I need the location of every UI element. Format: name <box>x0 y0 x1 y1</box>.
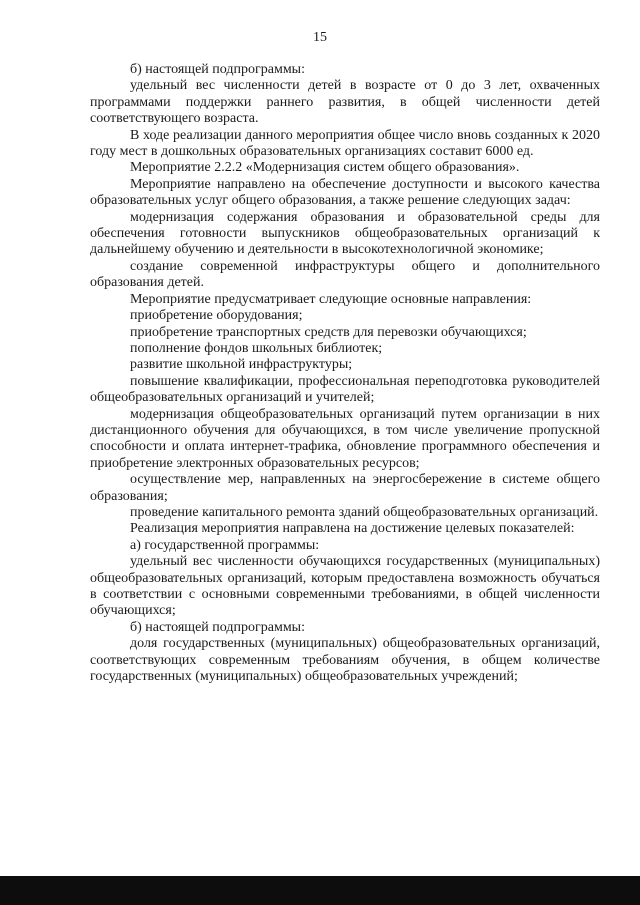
scan-bottom-edge <box>0 876 640 905</box>
list-item: приобретение оборудования; <box>130 308 303 324</box>
paragraph: удельный вес численности детей в возрасте от 0 до 3 лет, охваченных программами поддержки раннего развития, в общей численности детей соответствующего возраста. <box>90 78 600 127</box>
list-item: модернизация содержания образования и образовательной среды для обеспечения готовности выпускников общеобразовательных организаций к дальнейшему обучению и деятельности в высокотехнологичной экономике; <box>90 209 600 258</box>
list-item: развитие школьной инфраструктуры; <box>130 357 353 373</box>
paragraph: Мероприятие направлено на обеспечение доступности и высокого качества образовательных услуг общего образования, а также решение следующих задач: <box>90 176 600 209</box>
paragraph: В ходе реализации данного мероприятия общее число вновь созданных к 2020 году мест в дошкольных образовательных организациях составит 6000 ед. <box>90 127 600 160</box>
paragraph: Реализация мероприятия направлена на достижение целевых показателей: <box>130 521 575 537</box>
list-item: а) государственной программы: <box>130 537 320 553</box>
paragraph: б) настоящей подпрограммы: <box>130 62 305 77</box>
list-item: проведение капитального ремонта зданий общеобразовательных организаций. <box>130 504 599 520</box>
list-item: удельный вес численности обучающихся государственных (муниципальных) общеобразовательных организаций, которым предоставлена возможность обучаться в соответствии с основными современными требованиями, в общей численности обучающихся; <box>90 554 600 619</box>
list-item: модернизация общеобразовательных организаций путем организации в них дистанционного обучения для обучающихся, в том числе увеличение пропускной способности и оплата интернет-трафика, обновление программного обеспечения и приобретение электронных образовательных ресурсов; <box>90 406 600 471</box>
list-item: осуществление мер, направленных на энергосбережение в системе общего образования; <box>90 472 600 504</box>
document-body <box>90 62 600 685</box>
list-item: создание современной инфраструктуры общего и дополнительного образования детей. <box>90 258 600 291</box>
list-item: повышение квалификации, профессиональная переподготовка руководителей общеобразовательных организаций и учителей; <box>90 373 600 406</box>
list-item: пополнение фондов школьных библиотек; <box>130 340 383 356</box>
section-heading: Мероприятие 2.2.2 «Модернизация систем общего образования». <box>130 160 520 176</box>
list-item: б) настоящей подпрограммы: <box>130 619 305 635</box>
list-item: доля государственных (муниципальных) общеобразовательных организаций, соответствующих современным требованиям обучения, в общем количестве государственных (муниципальных) общеобразовательных учреждений; <box>90 636 600 685</box>
paragraph: Мероприятие предусматривает следующие основные направления: <box>130 291 532 307</box>
list-item: приобретение транспортных средств для перевозки обучающихся; <box>130 324 527 340</box>
page-number: 15 <box>313 30 327 45</box>
